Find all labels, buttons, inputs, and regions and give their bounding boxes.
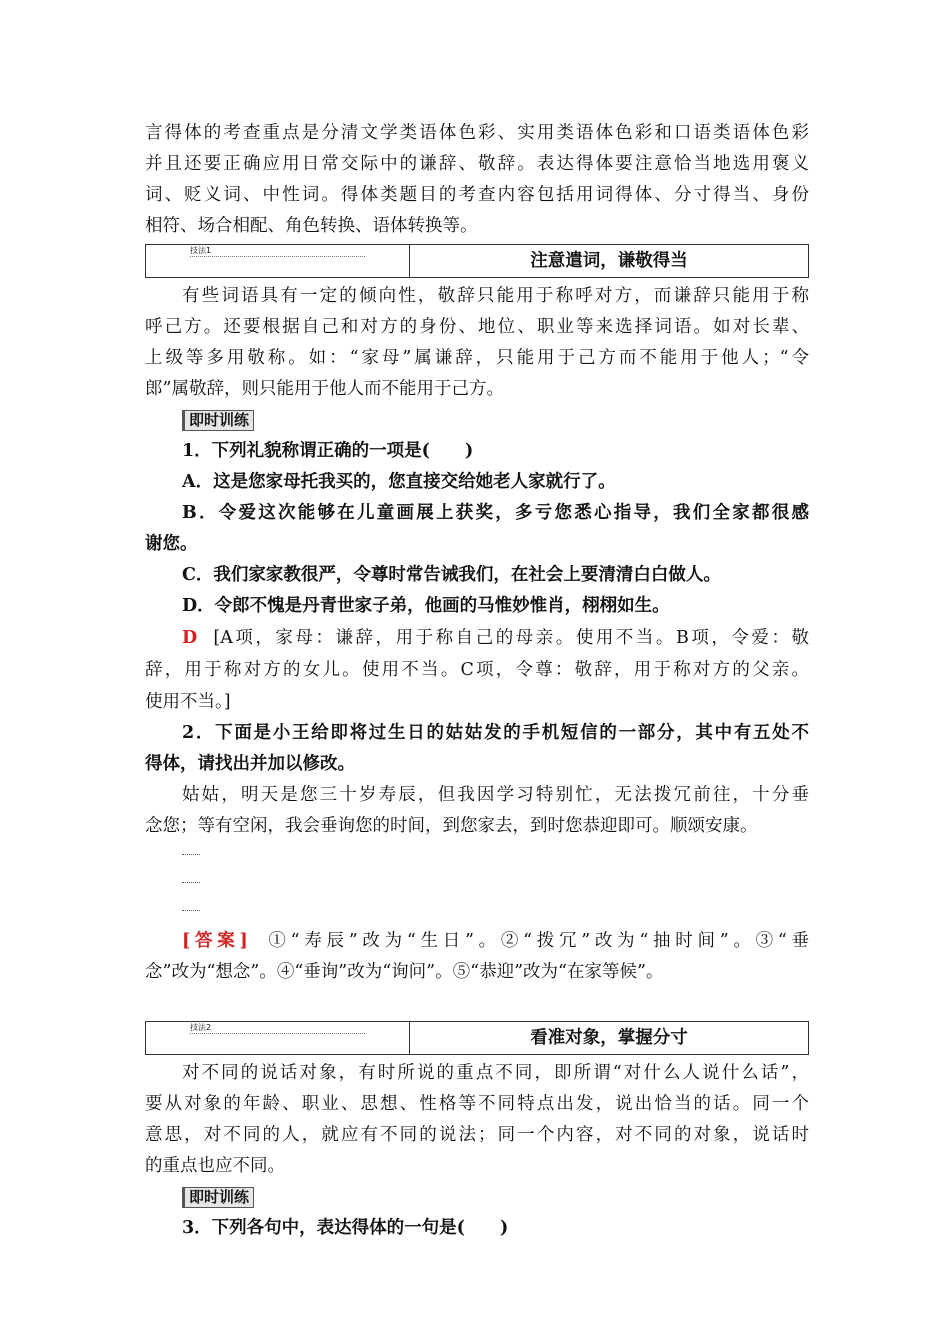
intro-line: 词、贬义词、中性词。得体类题目的考查内容包括用词得体、分寸得当、身份 xyxy=(145,185,809,205)
question-2-message-line: 念您；等有空闲，我会垂询您的时间，到您家去，到时您恭迎即可。顺颂安康。 xyxy=(145,816,758,836)
question-1-stem: 1．下列礼貌称谓正确的一项是( ) xyxy=(182,441,474,461)
technique-1-body-line: 郎”属敬辞，则只能用于他人而不能用于己方。 xyxy=(145,379,504,399)
technique-1-tag-cell xyxy=(146,245,410,277)
dotted-rule xyxy=(190,256,365,257)
intro-line: 言得体的考查重点是分清文学类语体色彩、实用类语体色彩和口语类语体色彩 xyxy=(145,123,809,143)
intro-line: 相符、场合相配、角色转换、语体转换等。 xyxy=(145,216,478,236)
answer-blank xyxy=(145,842,809,870)
intro-line: 并且还要正确应用日常交际中的谦辞、敬辞。表达得体要注意恰当地选用褒义 xyxy=(145,154,809,174)
question-1-answer-letter: D xyxy=(182,628,198,648)
technique-2-body-line: 对不同的说话对象，有时所说的重点不同，即所谓“对什么人说什么话”， xyxy=(182,1063,809,1083)
question-1-option-b-cont: 谢您。 xyxy=(145,534,198,554)
answer-blank xyxy=(145,870,809,898)
question-2-answer-line xyxy=(145,926,809,957)
question-1-option-a: A．这是您家母托我买的，您直接交给她老人家就行了。 xyxy=(182,472,616,492)
technique-1-body-line: 有些词语具有一定的倾向性，敬辞只能用于称呼对方，而谦辞只能用于称 xyxy=(182,286,809,306)
training-label-row xyxy=(145,405,809,436)
question-1-explanation-text: [A项，家母：谦辞，用于称自己的母亲。使用不当。B项，令爱：敬 xyxy=(213,628,809,648)
question-2-stem-line: 2．下面是小王给即将过生日的姑姑发的手机短信的一部分，其中有五处不 xyxy=(182,723,809,743)
technique-2-tag: 技法2 xyxy=(190,1023,212,1032)
technique-1-tag: 技法1 xyxy=(190,246,212,255)
question-1-option-b: B．令爱这次能够在儿童画展上获奖，多亏您悉心指导，我们全家都很感 xyxy=(182,503,809,523)
question-2-stem-line: 得体，请找出并加以修改。 xyxy=(145,754,355,774)
question-1-option-c: C．我们家家教很严，令尊时常告诫我们，在社会上要清清白白做人。 xyxy=(182,565,721,585)
technique-1-body-line: 上级等多用敬称。如：“家母”属谦辞，只能用于己方而不能用于他人；“令 xyxy=(145,348,809,368)
training-label-row xyxy=(145,1182,809,1213)
question-2-answer-text: ①“寿辰”改为“生日”。②“拨冗”改为“抽时间”。③“垂 xyxy=(268,931,809,951)
training-label: 即时训练 xyxy=(182,1187,254,1208)
technique-2-tag-cell xyxy=(146,1022,410,1054)
technique-1-body-line: 呼己方。还要根据自己和对方的身份、地位、职业等来选择词语。如对长辈、 xyxy=(145,317,809,337)
question-3-stem: 3．下列各句中，表达得体的一句是( ) xyxy=(182,1218,509,1238)
question-1-explanation-line: 使用不当。] xyxy=(145,692,231,712)
question-1-explanation-line xyxy=(145,622,809,654)
answer-blank xyxy=(145,898,809,926)
technique-2-body-line: 要从对象的年龄、职业、思想、性格等不同特点出发，说出恰当的话。同一个 xyxy=(145,1094,809,1114)
question-2-message-line: 姑姑，明天是您三十岁寿辰，但我因学习特别忙，无法拨冗前往，十分垂 xyxy=(182,785,809,805)
question-1-explanation-line: 辞，用于称对方的女儿。使用不当。C项，令尊：敬辞，用于称对方的父亲。 xyxy=(145,660,809,680)
question-2-answer-line: 念”改为“想念”。④“垂询”改为“询问”。⑤“恭迎”改为“在家等候”。 xyxy=(145,962,664,982)
question-1-option-d: D．令郎不愧是丹青世家子弟，他画的马惟妙惟肖，栩栩如生。 xyxy=(182,596,670,616)
spacer xyxy=(145,988,809,1019)
technique-2-header xyxy=(145,1021,809,1055)
document-page xyxy=(145,118,809,1244)
technique-2-body-line: 意思，对不同的人，就应有不同的说法；同一个内容，对不同的对象，说话时 xyxy=(145,1125,809,1145)
training-label: 即时训练 xyxy=(182,410,254,431)
technique-1-title: 注意遣词，谦敬得当 xyxy=(530,250,688,271)
technique-2-title: 看准对象，掌握分寸 xyxy=(530,1027,688,1048)
technique-1-header xyxy=(145,244,809,278)
technique-2-body-line: 的重点也应不同。 xyxy=(145,1156,285,1176)
dotted-rule xyxy=(190,1033,365,1034)
answer-label: [答案] xyxy=(182,931,248,951)
